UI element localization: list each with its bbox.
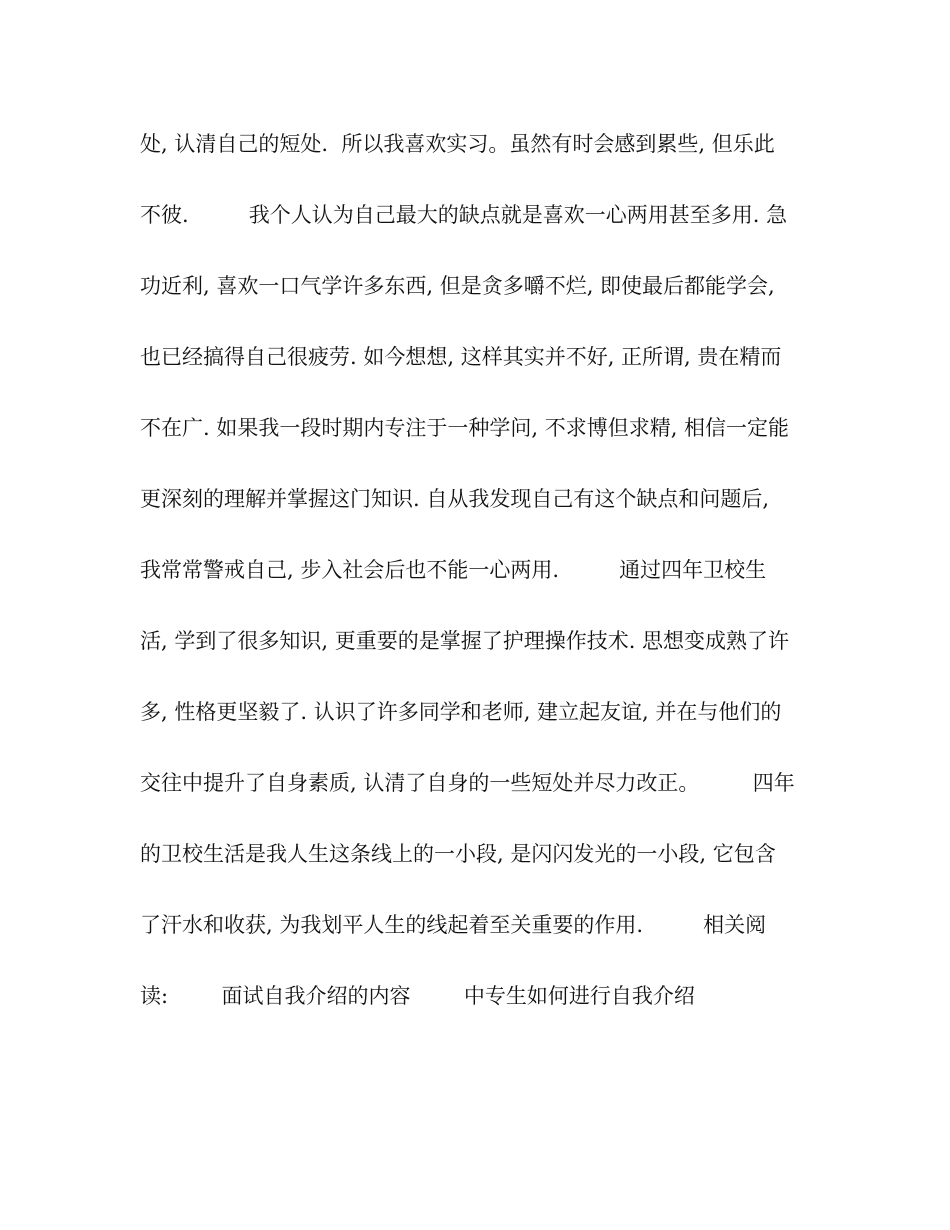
text-line: 了汗水和收获, 为我划平人生的线起着至关重要的作用. 相关阅: [140, 913, 767, 937]
text-line: 不彼. 我个人认为自己最大的缺点就是喜欢一心两用甚至多用. 急: [140, 203, 788, 227]
text-line: 读: 面试自我介绍的内容 中专生如何进行自我介绍: [140, 984, 695, 1008]
text-line: 也已经搞得自己很疲劳. 如今想想, 这样其实并不好, 正所谓, 贵在精而: [140, 345, 782, 369]
text-line: 交往中提升了自身素质, 认清了自身的一些短处并尽力改正。 四年: [140, 771, 795, 795]
text-line: 更深刻的理解并掌握这门知识. 自从我发现自己有这个缺点和问题后,: [140, 487, 770, 511]
text-line: 不在广. 如果我一段时期内专注于一种学问, 不求博但求精, 相信一定能: [140, 416, 790, 440]
text-line: 的卫校生活是我人生这条线上的一小段, 是闪闪发光的一小段, 它包含: [140, 842, 776, 866]
text-line: 处, 认清自己的短处. 所以我喜欢实习。虽然有时会感到累些, 但乐此: [140, 132, 775, 156]
text-line: 我常常警戒自己, 步入社会后也不能一心两用. 通过四年卫校生: [140, 558, 767, 582]
text-line: 多, 性格更坚毅了. 认识了许多同学和老师, 建立起友谊, 并在与他们的: [140, 700, 782, 724]
text-line: 活, 学到了很多知识, 更重要的是掌握了护理操作技术. 思想变成熟了许: [140, 629, 790, 653]
text-line: 功近利, 喜欢一口气学许多东西, 但是贪多嚼不烂, 即使最后都能学会,: [140, 274, 775, 298]
